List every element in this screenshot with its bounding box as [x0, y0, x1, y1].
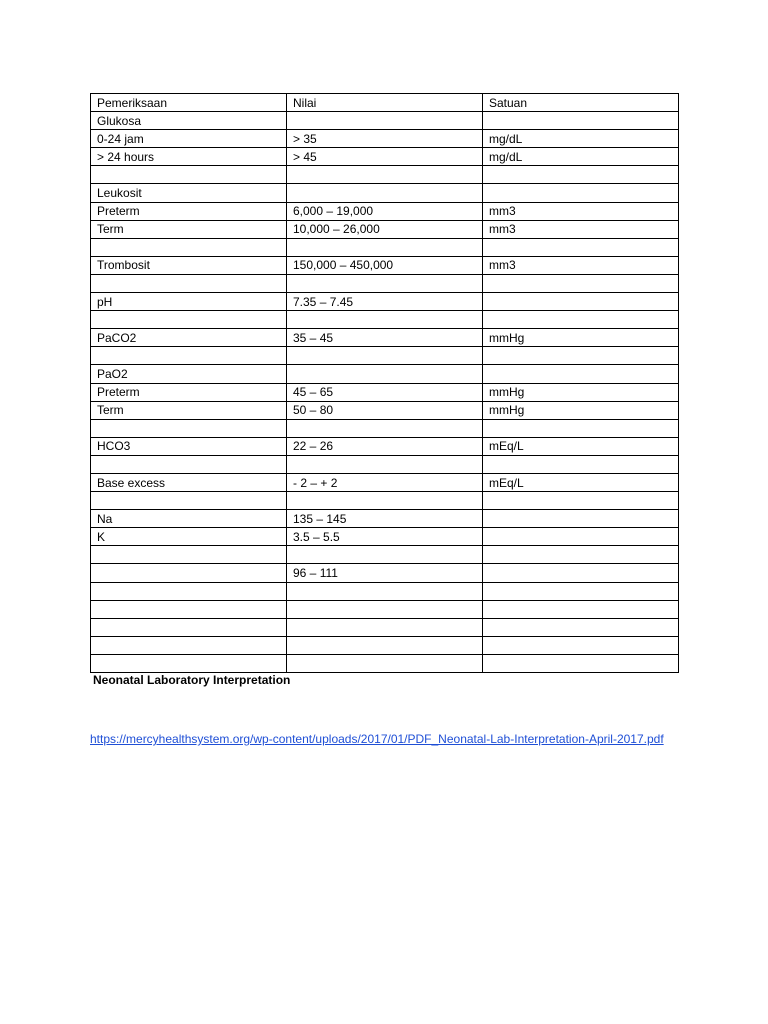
table-row [91, 347, 679, 365]
pemeriksaan-cell: Trombosit [91, 256, 287, 274]
nilai-cell [287, 112, 483, 130]
pemeriksaan-cell: Preterm [91, 383, 287, 401]
satuan-cell [483, 582, 679, 600]
pemeriksaan-cell [91, 564, 287, 582]
nilai-cell [287, 347, 483, 365]
pemeriksaan-cell: Na [91, 510, 287, 528]
pemeriksaan-cell: Preterm [91, 202, 287, 220]
pemeriksaan-cell [91, 347, 287, 365]
nilai-cell [287, 311, 483, 329]
table-row [91, 238, 679, 256]
satuan-cell [483, 419, 679, 437]
pemeriksaan-cell: Term [91, 401, 287, 419]
nilai-cell [287, 492, 483, 510]
nilai-cell [287, 238, 483, 256]
nilai-cell: > 35 [287, 130, 483, 148]
pemeriksaan-cell: HCO3 [91, 437, 287, 455]
table-row [91, 293, 679, 311]
pemeriksaan-cell: PaO2 [91, 365, 287, 383]
pemeriksaan-cell [91, 311, 287, 329]
satuan-cell: mEq/L [483, 437, 679, 455]
nilai-cell [287, 654, 483, 672]
satuan-cell [483, 274, 679, 292]
satuan-cell [483, 311, 679, 329]
header-nilai: Nilai [287, 94, 483, 112]
satuan-cell [483, 600, 679, 618]
nilai-cell: 7.35 – 7.45 [287, 293, 483, 311]
pemeriksaan-cell: Leukosit [91, 184, 287, 202]
table-row [91, 618, 679, 636]
table-row [91, 654, 679, 672]
satuan-cell [483, 166, 679, 184]
satuan-cell: mEq/L [483, 473, 679, 491]
nilai-cell: > 45 [287, 148, 483, 166]
satuan-cell [483, 365, 679, 383]
satuan-cell [483, 654, 679, 672]
table-row [91, 184, 679, 202]
nilai-cell [287, 618, 483, 636]
pemeriksaan-cell: 0-24 jam [91, 130, 287, 148]
nilai-cell: 6,000 – 19,000 [287, 202, 483, 220]
satuan-cell: mmHg [483, 383, 679, 401]
satuan-cell: mg/dL [483, 130, 679, 148]
table-row [91, 256, 679, 274]
table-row [91, 220, 679, 238]
pemeriksaan-cell [91, 238, 287, 256]
nilai-cell [287, 184, 483, 202]
table-body [91, 94, 679, 673]
table-row [91, 365, 679, 383]
nilai-cell: 22 – 26 [287, 437, 483, 455]
nilai-cell: 96 – 111 [287, 564, 483, 582]
table-row [91, 112, 679, 130]
pemeriksaan-cell [91, 455, 287, 473]
nilai-cell: 35 – 45 [287, 329, 483, 347]
pemeriksaan-cell [91, 492, 287, 510]
nilai-cell: - 2 – + 2 [287, 473, 483, 491]
nilai-cell [287, 582, 483, 600]
table-row [91, 130, 679, 148]
satuan-cell [483, 546, 679, 564]
satuan-cell: mm3 [483, 220, 679, 238]
pemeriksaan-cell [91, 654, 287, 672]
table-row [91, 582, 679, 600]
header-pemeriksaan: Pemeriksaan [91, 94, 287, 112]
table-row [91, 473, 679, 491]
satuan-cell [483, 528, 679, 546]
pemeriksaan-cell: Base excess [91, 473, 287, 491]
pemeriksaan-cell [91, 636, 287, 654]
table-row [91, 148, 679, 166]
table-row [91, 546, 679, 564]
nilai-cell: 3.5 – 5.5 [287, 528, 483, 546]
table-caption: Neonatal Laboratory Interpretation [93, 673, 291, 687]
nilai-cell [287, 546, 483, 564]
pemeriksaan-cell [91, 419, 287, 437]
satuan-cell: mm3 [483, 256, 679, 274]
satuan-cell [483, 564, 679, 582]
nilai-cell: 10,000 – 26,000 [287, 220, 483, 238]
pemeriksaan-cell: Glukosa [91, 112, 287, 130]
table-row [91, 600, 679, 618]
satuan-cell [483, 510, 679, 528]
table-row [91, 455, 679, 473]
pemeriksaan-cell: K [91, 528, 287, 546]
satuan-cell [483, 293, 679, 311]
table-row [91, 528, 679, 546]
table-row [91, 274, 679, 292]
pemeriksaan-cell [91, 546, 287, 564]
satuan-cell [483, 636, 679, 654]
pemeriksaan-cell: Term [91, 220, 287, 238]
pemeriksaan-cell [91, 274, 287, 292]
satuan-cell [483, 238, 679, 256]
pemeriksaan-cell [91, 166, 287, 184]
nilai-cell [287, 274, 483, 292]
nilai-cell [287, 365, 483, 383]
nilai-cell [287, 419, 483, 437]
table-row [91, 419, 679, 437]
table-row [91, 401, 679, 419]
table-row [91, 564, 679, 582]
table-row [91, 492, 679, 510]
satuan-cell: mmHg [483, 401, 679, 419]
table-row [91, 636, 679, 654]
nilai-cell [287, 166, 483, 184]
pemeriksaan-cell: > 24 hours [91, 148, 287, 166]
table-row [91, 329, 679, 347]
satuan-cell [483, 112, 679, 130]
table-row [91, 311, 679, 329]
nilai-cell: 135 – 145 [287, 510, 483, 528]
pemeriksaan-cell: pH [91, 293, 287, 311]
header-satuan: Satuan [483, 94, 679, 112]
satuan-cell [483, 455, 679, 473]
satuan-cell: mm3 [483, 202, 679, 220]
satuan-cell [483, 492, 679, 510]
table-row [91, 437, 679, 455]
pemeriksaan-cell [91, 600, 287, 618]
nilai-cell [287, 455, 483, 473]
satuan-cell: mg/dL [483, 148, 679, 166]
lab-values-table [90, 93, 679, 673]
satuan-cell [483, 347, 679, 365]
table-row [91, 202, 679, 220]
nilai-cell [287, 636, 483, 654]
satuan-cell: mmHg [483, 329, 679, 347]
pemeriksaan-cell: PaCO2 [91, 329, 287, 347]
pemeriksaan-cell [91, 582, 287, 600]
table-row [91, 166, 679, 184]
table-header-row [91, 94, 679, 112]
satuan-cell [483, 618, 679, 636]
pemeriksaan-cell [91, 618, 287, 636]
satuan-cell [483, 184, 679, 202]
nilai-cell: 45 – 65 [287, 383, 483, 401]
nilai-cell [287, 600, 483, 618]
nilai-cell: 50 – 80 [287, 401, 483, 419]
source-link[interactable]: https://mercyhealthsystem.org/wp-content/uploads/2017/01/PDF_Neonatal-Lab-Interpretation-April-2017.pdf [90, 732, 664, 746]
table-row [91, 510, 679, 528]
nilai-cell: 150,000 – 450,000 [287, 256, 483, 274]
table-row [91, 383, 679, 401]
